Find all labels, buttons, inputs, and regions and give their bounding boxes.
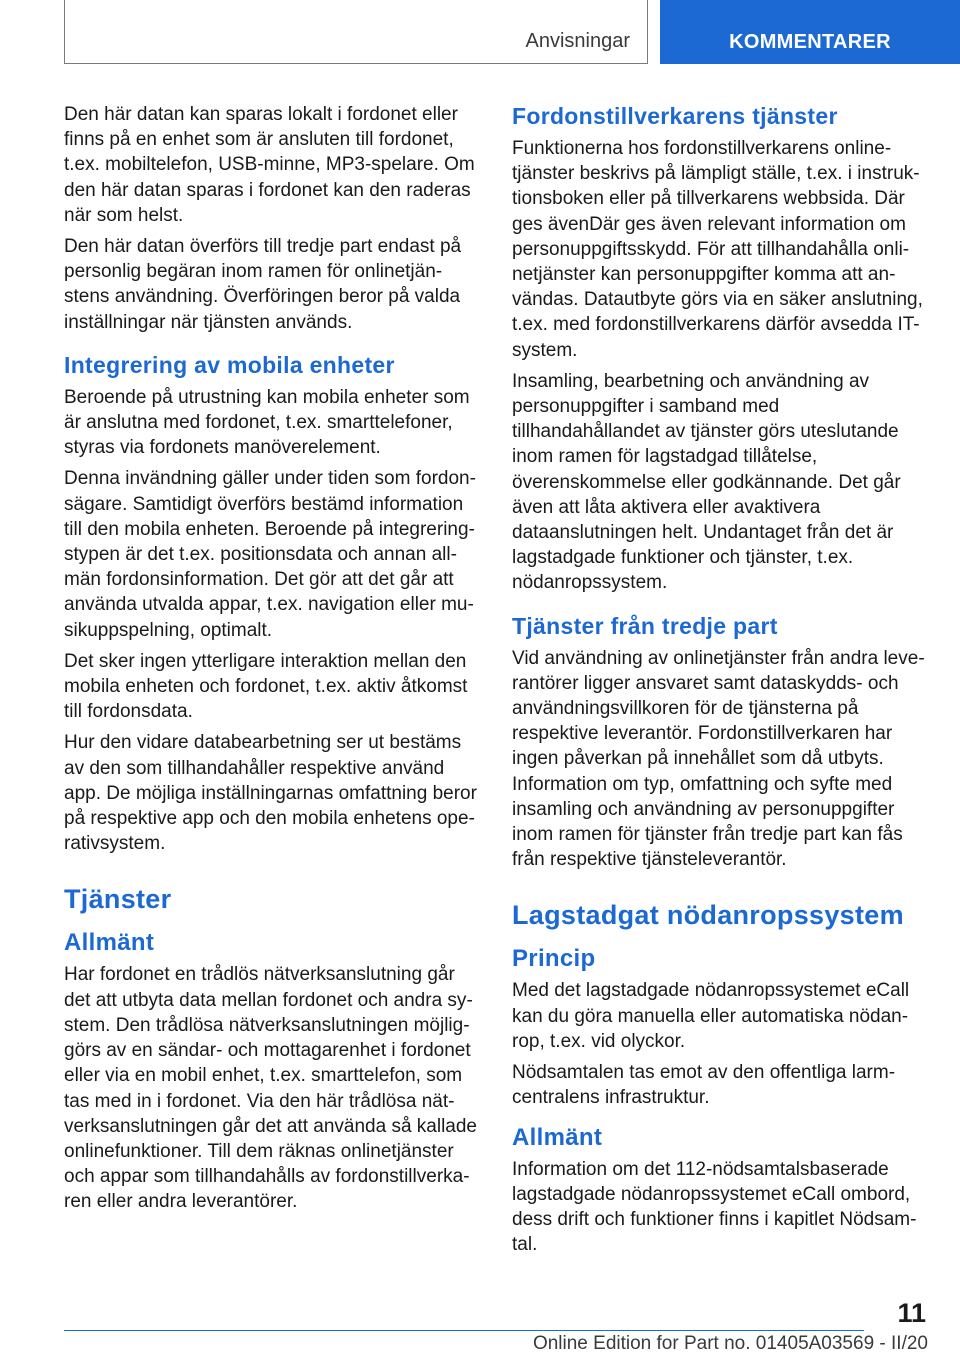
paragraph: Den här datan kan sparas lokalt i fordonet eller finns på en enhet som är ansluten till fordonet, t.ex. mobiltelefon, USB-minne, MP3-spelare. Om den här datan sparas i fordonet kan den raderas när som helst.: [64, 104, 475, 226]
paragraph: Den här datan överförs till tredje part endast på personlig begäran inom ramen för onlinetjänstens användning. Överföringen beror på valda inställningar när tjänsten används.: [64, 236, 462, 333]
paragraph: Information om det 112-nödsamtalsbaserade lagstadgade nödanropssystemet eCall ombord, dess drift och funktioner finns i kapitlet Nödsamtal.: [512, 1158, 917, 1256]
footer-divider: [64, 1330, 864, 1331]
heading-general: Allmänt: [64, 929, 155, 957]
footer-edition: Online Edition for Part no. 01405A03569 - II/20: [532, 1333, 928, 1354]
left-column: [64, 102, 478, 1221]
header-section-title: Anvisningar: [525, 30, 630, 52]
paragraph: Insamling, bearbetning och användning av personuppgifter i samband med tillhandahållandet av tjänster görs uteslutande inom ramen för lagstadgad tillåtelse, överenskommelse eller godkännande. Det går även att låta aktivera eller avaktivera dataanslutningen helt. Undantaget från det är lagstadgade funktioner och tjänster, t.ex. nödanropssystem.: [512, 370, 901, 594]
heading-services: Tjänster: [64, 884, 172, 915]
page-number: 11: [897, 1298, 926, 1328]
paragraph: Har fordonet en trådlös nätverksanslutning går det att utbyta data mellan fordonet och andra system. Den trådlösa nätverksanslutningen möjliggörs av en sändar- och mottagarenhet i fordonet eller via en mobil enhet, t.ex. smarttelefon, som tas med in i fordonet. Via den här trådlösa nätverksanslutningen går det att använda så kallade onlinefunktioner. Till dem räknas onlinetjänster och appar som tillhandahålls av fordonstillverkaren eller andra leverantörer.: [64, 964, 477, 1213]
right-column: [512, 102, 926, 1263]
heading-principle: Princip: [512, 945, 596, 973]
paragraph: Denna invändning gäller under tiden som fordonsägare. Samtidigt överförs bestämd information till den mobila enheten. Beroende på integreringstypen är det t.ex. positionsdata och annan allmän fordonsinformation. Det gör att det går att använda utvalda appar, t.ex. navigation eller musikuppspelning, optimalt.: [64, 468, 476, 641]
paragraph: Beroende på utrustning kan mobila enheter som är anslutna med fordonet, t.ex. smarttelefoner, styras via fordonets manöverelement.: [64, 386, 470, 459]
paragraph: Med det lagstadgade nödanropssystemet eCall kan du göra manuella eller automatiska nödanrop, t.ex. vid olyckor.: [512, 980, 910, 1052]
paragraph: Hur den vidare databearbetning ser ut bestäms av den som tillhandahåller respektive använd app. De möjliga inställningarnas omfattning beror på respektive app och den mobila enhetens operativsystem.: [64, 732, 477, 855]
heading-emergency-call-system: Lagstadgat nödanropssystem: [512, 900, 904, 931]
heading-mobile-integration: Integrering av mobila enheter: [64, 351, 395, 378]
header-tab-comments[interactable]: KOMMENTARER: [660, 0, 960, 64]
heading-manufacturer-services: Fordonstillverkarens tjänster: [512, 103, 838, 129]
paragraph: Det sker ingen ytterligare interaktion mellan den mobila enheten och fordonet, t.ex. aktiv åtkomst till fordonsdata.: [64, 650, 468, 723]
heading-general: Allmänt: [512, 1123, 603, 1151]
heading-third-party-services: Tjänster från tredje part: [512, 612, 778, 639]
paragraph: Nödsamtalen tas emot av den offentliga larmcentralens infrastruktur.: [512, 1062, 896, 1109]
paragraph: Funktionerna hos fordonstillverkarens onlinetjänster beskrivs på lämpligt ställe, t.ex. i instruktionsboken eller på tillverkarens webbsida. Där ges ävenDär ges även relevant information om personuppgiftsskydd. För att tillhandahålla onlinetjänster kan personuppgifter komma att användas. Datautbyte görs via en säker anslutning, t.ex. med fordonstillverkarens därför avsedda IT-system.: [512, 138, 923, 361]
paragraph: Vid användning av onlinetjänster från andra leverantörer ligger ansvaret samt dataskydds- och användningsvillkoren för de tjänsterna på respektive leverantör. Fordonstillverkaren har ingen påverkan på innehållet som då utbyts. Information om typ, omfattning och syfte med insamling och användning av personuppgifter inom ramen för tjänster från tredje part kan fås från respektive tjänsteleverantör.: [512, 647, 925, 871]
